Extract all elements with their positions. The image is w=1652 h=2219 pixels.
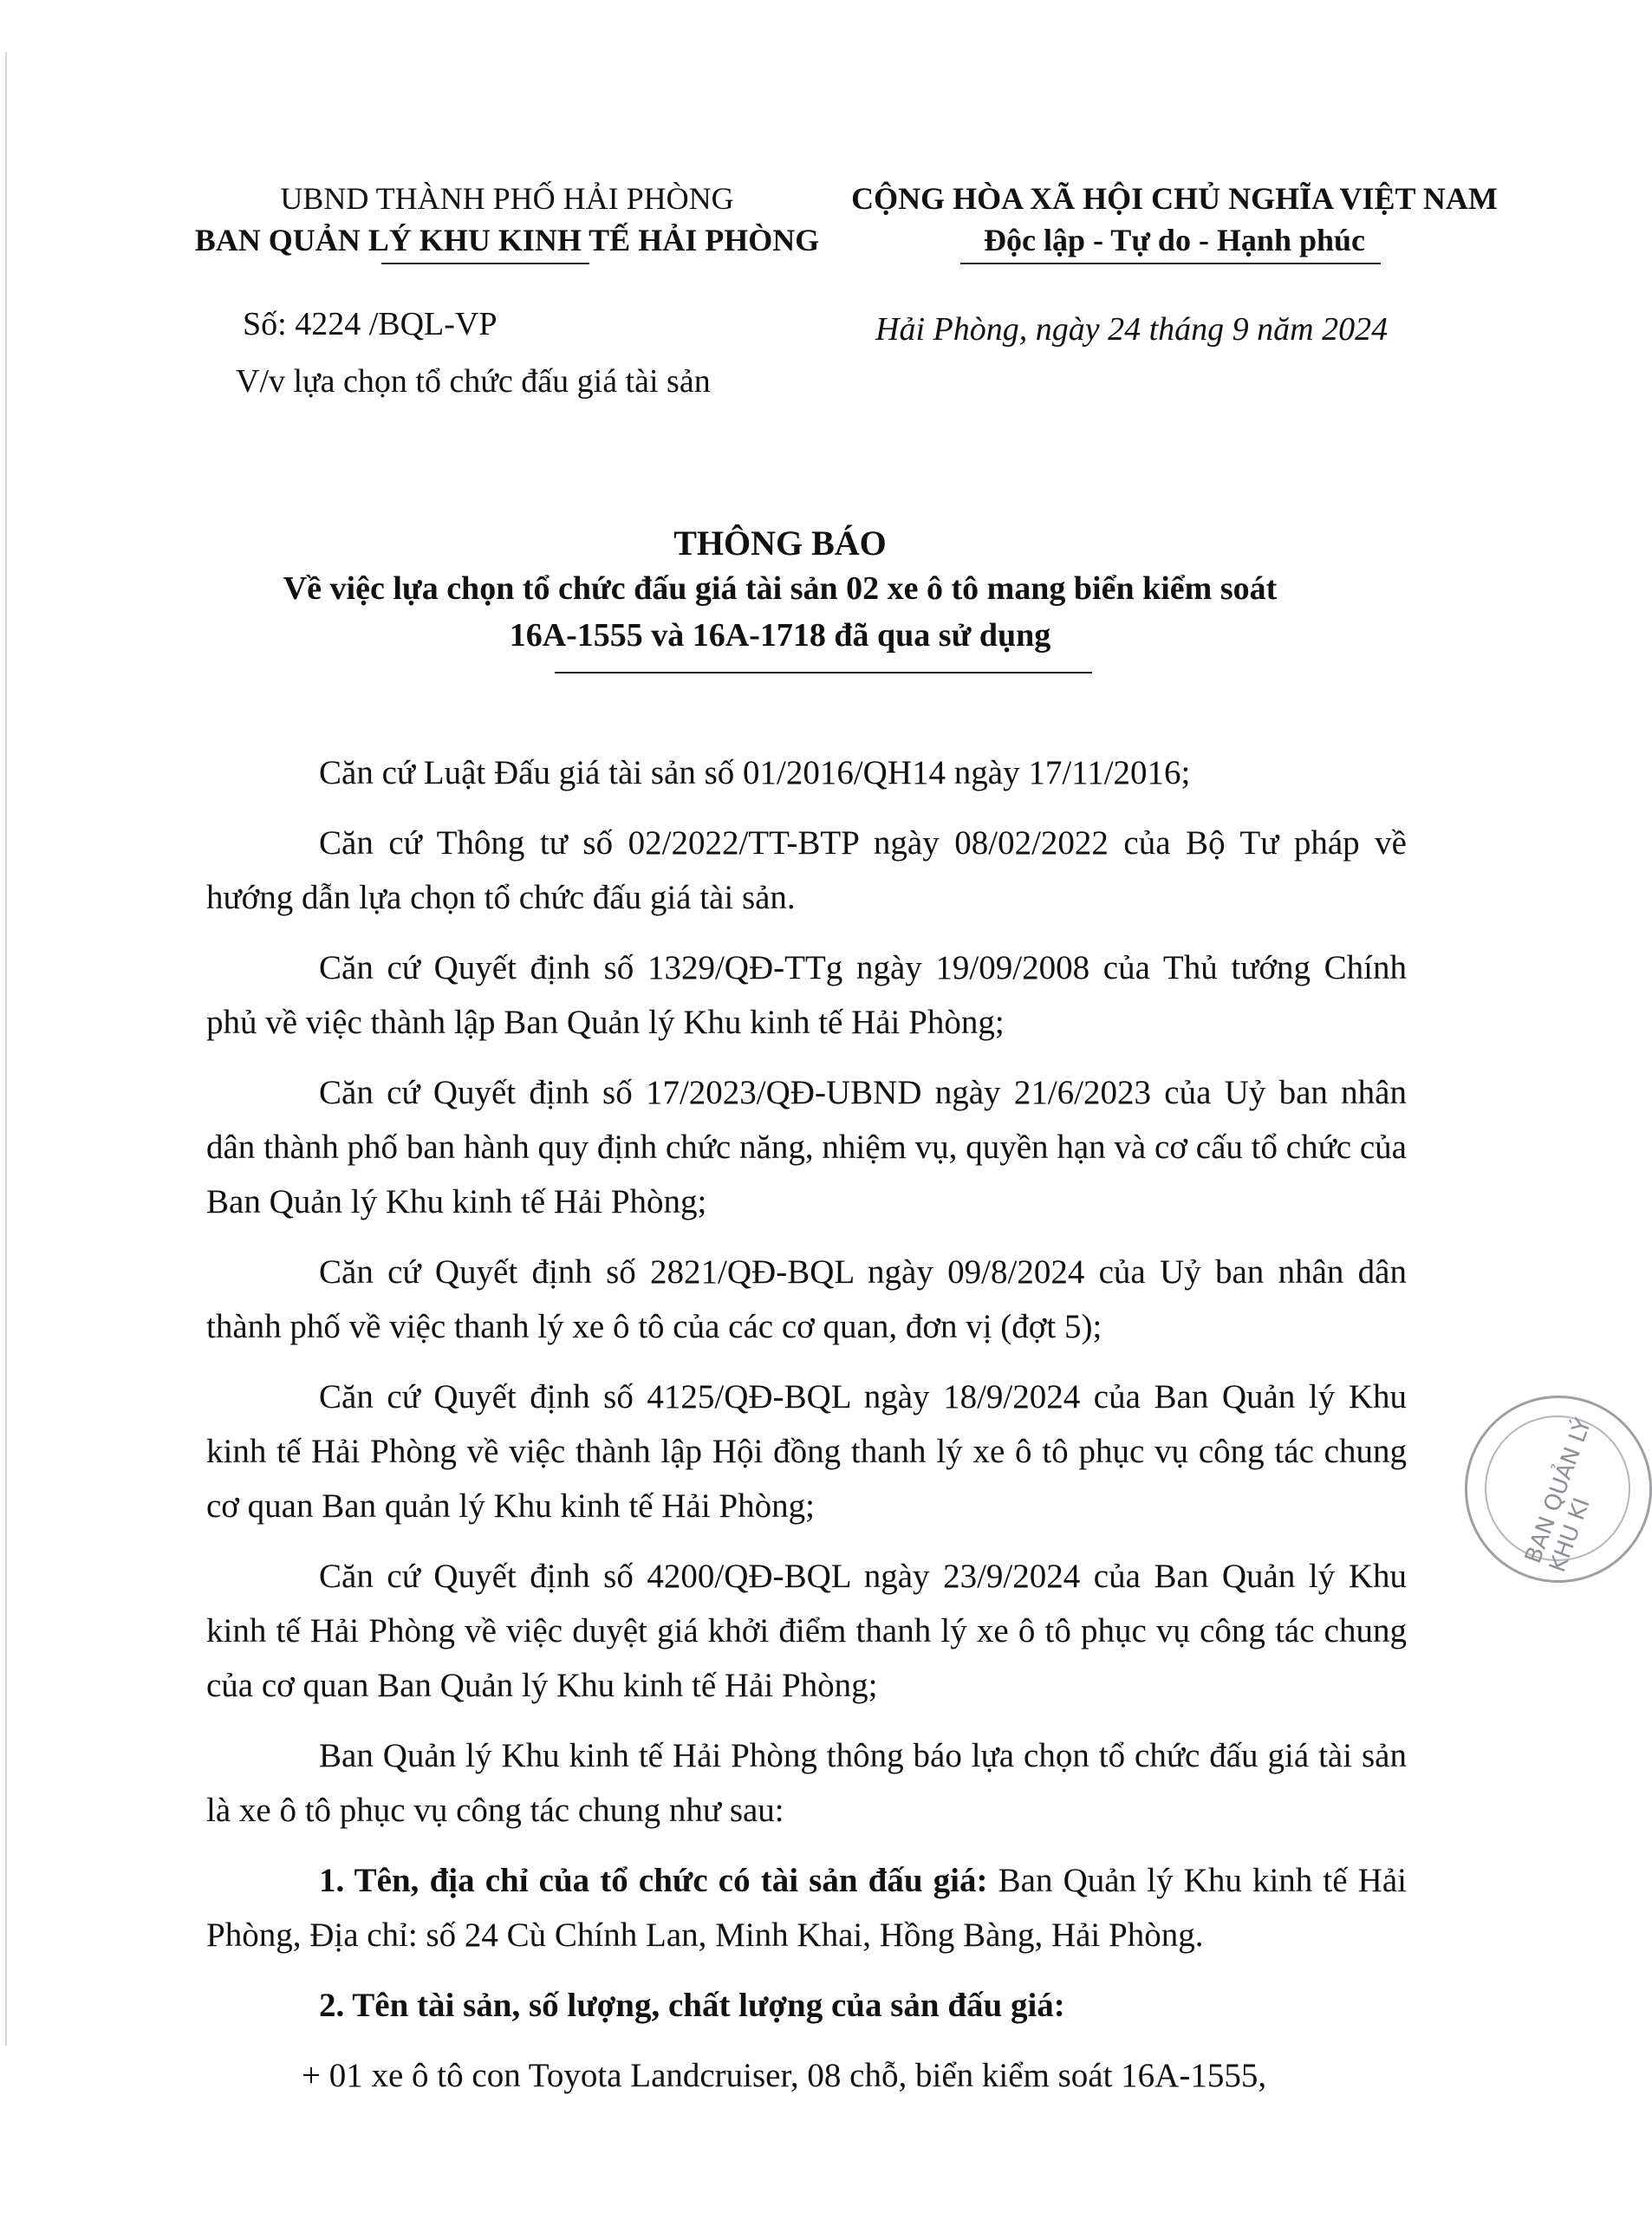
subtitle-line-2: 16A-1555 và 16A-1718 đã qua sử dụng <box>509 617 1051 654</box>
section-2-heading: 2. Tên tài sản, số lượng, chất lượng của sản đấu giá: <box>319 1987 1065 2024</box>
official-seal <box>1465 1396 1652 1583</box>
paragraph-legal-basis-4: Căn cứ Quyết định số 17/2023/QĐ-UBND ngày 21/6/2023 của Uỷ ban nhân dân thành phố ban hành quy định chức năng, nhiệm vụ, quyền hạn và cơ cấu tổ chức của Ban Quản lý Khu kinh tế Hải Phòng; <box>206 1074 1407 1220</box>
document-body <box>206 745 1407 2118</box>
place-date: Hải Phòng, ngày 24 tháng 9 năm 2024 <box>875 311 1389 348</box>
seal-text: BAN QUẢN LÝ KHU KI <box>1520 1415 1597 1576</box>
paragraph-legal-basis-1: Căn cứ Luật Đấu giá tài sản số 01/2016/QH14 ngày 17/11/2016; <box>319 754 1191 791</box>
country-name: CỘNG HÒA XÃ HỘI CHỦ NGHĨA VIỆT NAM <box>851 181 1498 216</box>
document-subject: V/v lựa chọn tổ chức đấu giá tài sản <box>236 363 711 400</box>
section-1 <box>206 1853 1407 1962</box>
issuing-authority <box>178 178 836 261</box>
motto-underline <box>960 263 1381 264</box>
section-1-text: Ban Quản lý Khu kinh tế Hải Phòng, Địa chỉ: số 24 Cù Chính Lan, Minh Khai, Hồng Bàng, Hải Phòng. <box>206 1862 1407 1954</box>
title-underline <box>555 672 1092 674</box>
national-motto <box>815 178 1534 261</box>
document-number: Số: 4224 /BQL-VP <box>243 306 498 342</box>
authority-parent: UBND THÀNH PHỐ HẢI PHÒNG <box>280 181 734 216</box>
paragraph-legal-basis-5: Căn cứ Quyết định số 2821/QĐ-BQL ngày 09/8/2024 của Uỷ ban nhân dân thành phố về việc thanh lý xe ô tô của các cơ quan, đơn vị (đợt 5); <box>206 1253 1407 1345</box>
authority-name: BAN QUẢN LÝ KHU KINH TẾ HẢI PHÒNG <box>194 223 820 257</box>
paragraph-legal-basis-2: Căn cứ Thông tư số 02/2022/TT-BTP ngày 08/02/2022 của Bộ Tư pháp về hướng dẫn lựa chọn tổ chức đấu giá tài sản. <box>206 824 1407 916</box>
document-subtitle <box>199 565 1361 659</box>
asset-item-1: + 01 xe ô tô con Toyota Landcruiser, 08 chỗ, biển kiểm soát 16A-1555, <box>302 2057 1267 2094</box>
paragraph-legal-basis-6: Căn cứ Quyết định số 4125/QĐ-BQL ngày 18/9/2024 của Ban Quản lý Khu kinh tế Hải Phòng về việc thành lập Hội đồng thanh lý xe ô tô phục vụ công tác chung cơ quan Ban quản lý Khu kinh tế Hải Phòng; <box>206 1378 1407 1525</box>
document-title: THÔNG BÁO <box>673 524 887 563</box>
authority-underline <box>381 263 589 264</box>
section-1-heading: 1. Tên, địa chỉ của tổ chức có tài sản đấu giá: <box>319 1862 988 1899</box>
paragraph-legal-basis-7: Căn cứ Quyết định số 4200/QĐ-BQL ngày 23/9/2024 của Ban Quản lý Khu kinh tế Hải Phòng về việc duyệt giá khởi điểm thanh lý xe ô tô phục vụ công tác chung của cơ quan Ban Quản lý Khu kinh tế Hải Phòng; <box>206 1558 1407 1704</box>
motto: Độc lập - Tự do - Hạnh phúc <box>983 223 1366 257</box>
paragraph-announcement: Ban Quản lý Khu kinh tế Hải Phòng thông báo lựa chọn tổ chức đấu giá tài sản là xe ô tô phục vụ công tác chung như sau: <box>206 1737 1407 1829</box>
paragraph-legal-basis-3: Căn cứ Quyết định số 1329/QĐ-TTg ngày 19/09/2008 của Thủ tướng Chính phủ về việc thành lập Ban Quản lý Khu kinh tế Hải Phòng; <box>206 949 1407 1041</box>
subtitle-line-1: Về việc lựa chọn tổ chức đấu giá tài sản 02 xe ô tô mang biển kiểm soát <box>283 570 1278 607</box>
scan-edge-line <box>5 52 7 2046</box>
